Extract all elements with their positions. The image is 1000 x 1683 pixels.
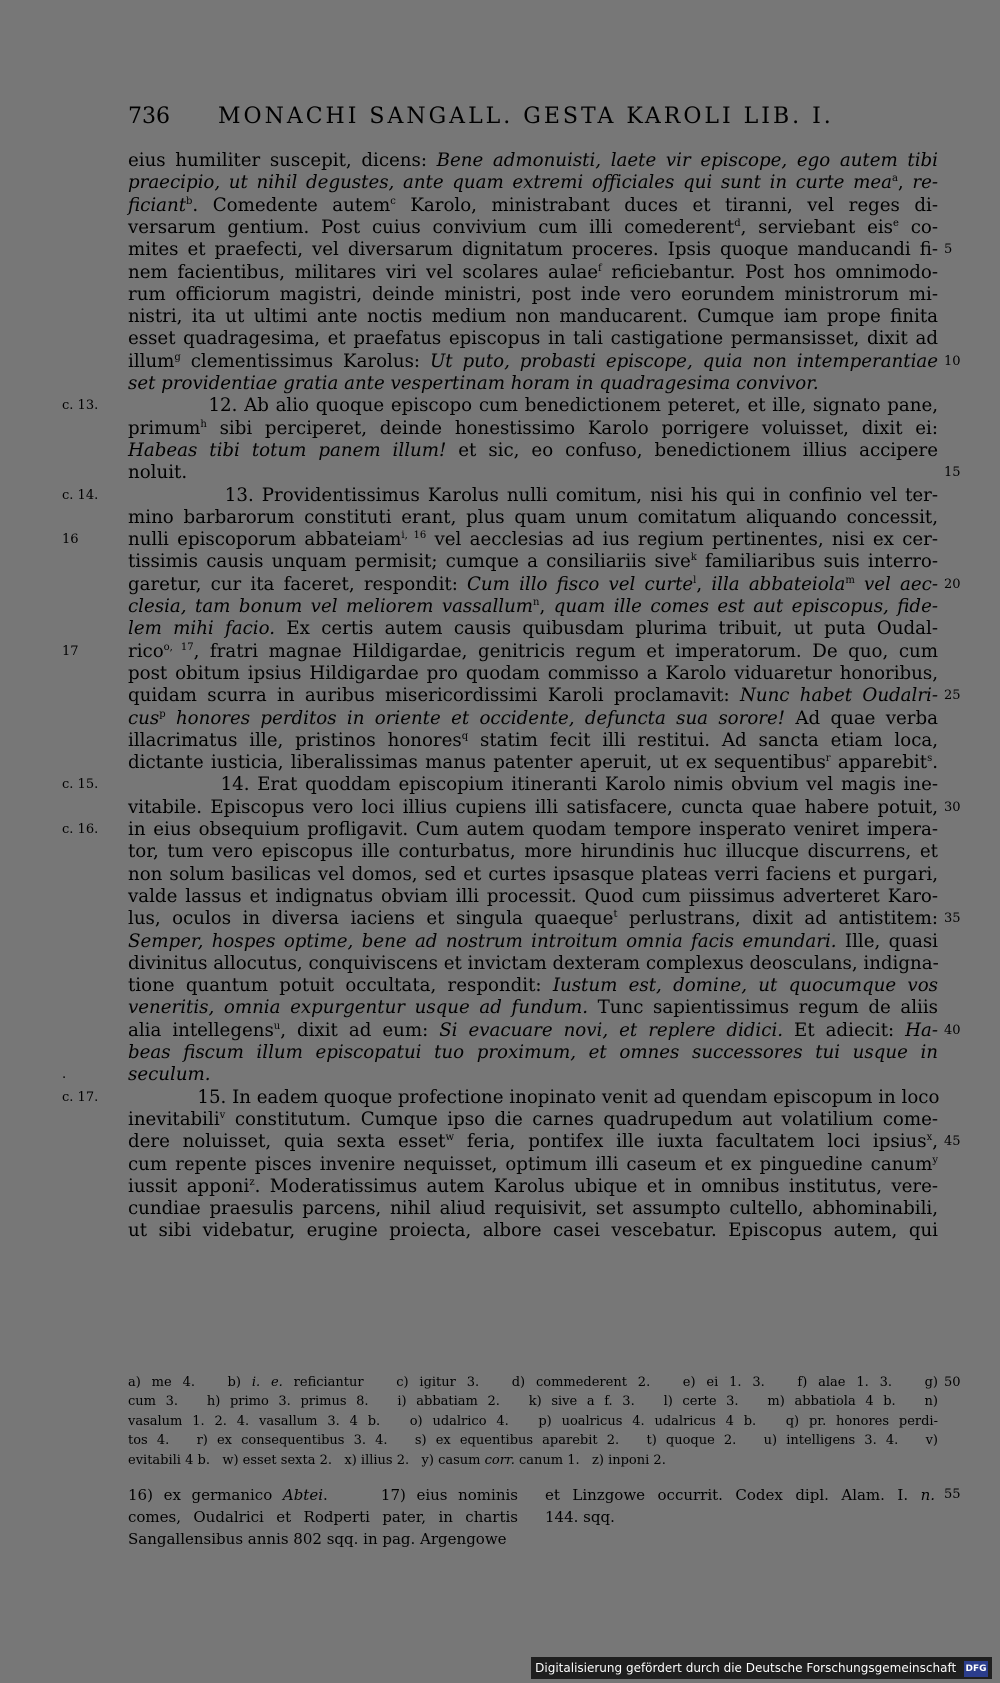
line-number: 30	[944, 799, 961, 815]
text-line: cum repente pisces invenire nequisset, optimum illi caseum et ex pinguedine canum$^y$	[128, 1153, 938, 1175]
page-header	[128, 104, 938, 138]
text-line: noluit.	[128, 462, 188, 484]
text-line: Habeas tibi totum panem illum! et sic, eo confuso, benedictionem illius accipere	[128, 439, 938, 461]
text-line: rum officiorum magistri, deinde ministri, post inde vero eorundem ministrorum mi-	[128, 283, 938, 305]
line-number: 20	[944, 576, 961, 592]
text-line: ficiant$^b$. Comedente autem$^c$ Karolo, ministrabant duces et tiranni, vel reges di-	[128, 194, 938, 216]
text-line: 12. Ab alio quoque episcopo cum benedictionem peteret, et ille, signato pane,	[128, 395, 938, 417]
text-line: mites et praefecti, vel diversarum dignitatum proceres. Ipsis quoque manducandi fi-	[128, 239, 938, 261]
page-number: 736	[128, 104, 170, 129]
text-line: ut sibi videbatur, erugine proiecta, albore casei vescebatur. Episcopus autem, qui	[128, 1220, 938, 1242]
chapter-margin-mark: c. 16.	[62, 822, 99, 837]
variant-note-line: evitabili 4 b. w) esset sexta 2. x) illius 2. y) casum corr. canum 1. z) inponi 2.	[128, 1452, 666, 1468]
historical-note-line: Sangallensibus annis 802 sqq. in pag. Argengowe	[128, 1530, 507, 1548]
text-line: valde lassus et indignatus obviam illi processit. Quod cum piissimus adverteret Karo-	[128, 885, 938, 907]
chapter-margin-mark: c. 15.	[62, 777, 99, 793]
text-line: nistri, ita ut ultimi ante noctis medium non manducarent. Cumque iam prope finita	[128, 306, 938, 328]
text-line: 15. In eadem quoque profectione inopinato venit ad quendam episcopum in loco	[128, 1086, 940, 1108]
line-number: 35	[944, 911, 961, 927]
variant-note-line: vasalum 1. 2. 4. vasallum 3. 4 b. o) udalrico 4. p) uoalricus 4. udalricus 4 b. q) pr. honores perdi-	[128, 1413, 938, 1429]
text-line: quidam scurra in auribus misericordissimi Karoli proclamavit: Nunc habet Oudalri-	[128, 685, 938, 707]
text-line: dere noluisset, quia sexta esset$^w$ feria, pontifex ille iuxta facultatem loci ipsius$^x$,	[128, 1131, 938, 1153]
line-number: 50	[944, 1375, 961, 1390]
line-number: 5	[944, 242, 953, 258]
text-line: rico$^{o, 17}$, fratri magnae Hildigardae, genitricis regum et imperatorum. De quo, cum	[128, 640, 938, 662]
line-number: 45	[944, 1134, 961, 1150]
text-line: tione quantum potuit occultata, respondit: Iustum est, domine, ut quocumque vos	[128, 975, 938, 997]
text-line: tor, tum vero episcopus ille conturbatus, more hirundinis huc illucque discurrens, et	[128, 841, 938, 863]
line-number: 55	[944, 1487, 961, 1502]
running-title: MONACHI SANGALL. GESTA KAROLI LIB. I.	[218, 104, 834, 129]
dfg-logo: DFG	[964, 1661, 988, 1677]
chapter-margin-mark: c. 13.	[62, 398, 99, 414]
text-line: nem facientibus, militares viri vel scolares aulae$^f$ reficiebantur. Post hos omnimodo-	[128, 261, 938, 283]
chapter-margin-mark: c. 14.	[62, 487, 99, 503]
text-line: 13. Providentissimus Karolus nulli comitum, nisi his qui in confinio vel ter-	[128, 484, 938, 506]
text-line: eius humiliter suscepit, dicens: Bene admonuisti, laete vir episcope, ego autem tibi	[128, 150, 938, 171]
text-line: set providentiae gratia ante vespertinam horam in quadragesima convivor.	[128, 373, 819, 394]
line-number: 25	[944, 688, 961, 704]
text-line: versarum gentium. Post cuius convivium cum illi comederent$^d$, serviebant eis$^e$ co-	[128, 216, 938, 238]
text-line: esset quadragesima, et praefatus episcopus in tali castigatione permansisset, dixit ad	[128, 328, 938, 350]
text-line: primum$^h$ sibi perciperet, deinde honestissimo Karolo porrigere voluisset, dixit ei:	[128, 417, 938, 439]
variant-note-line: a) me 4. b) i. e. reficiantur c) igitur 3. d) commederent 2. e) ei 1. 3. f) alae 1. 3. g)	[128, 1375, 938, 1390]
chapter-margin-mark: c. 17.	[62, 1089, 99, 1105]
chapter-margin-mark: .	[62, 1067, 67, 1083]
text-line: seculum.	[128, 1064, 211, 1086]
variant-note-line: cum 3. h) primo 3. primus 8. i) abbatiam 2. k) sive a f. 3. l) certe 3. m) abbatiola 4 b. n)	[128, 1394, 938, 1410]
text-line: clesia, tam bonum vel meliorem vassallum$^n$, quam ille comes est aut episcopus, fide-	[128, 596, 938, 617]
historical-note-line: comes, Oudalrici et Rodperti pater, in chartis	[128, 1508, 518, 1526]
variant-note-line: tos 4. r) ex consequentibus 3. 4. s) ex equentibus aparebit 2. t) quoque 2. u) intelligens 3. 4. v)	[128, 1433, 938, 1449]
text-line: cus$^p$ honores perditos in oriente et occidente, defuncta sua sorore! Ad quae verba	[128, 707, 938, 729]
text-line: nulli episcoporum abbateiam$^{i, 16}$ vel aecclesias ad ius regium pertinentes, nisi ex cer-	[128, 529, 939, 551]
historical-note-line: 16) ex germanico Abtei. 17) eius nominis	[128, 1486, 518, 1504]
text-line: Semper, hospes optime, bene ad nostrum introitum omnia facis emundari. Ille, quasi	[128, 930, 939, 952]
text-line: iussit apponi$^z$. Moderatissimus autem Karolus ubique et in omnibus institutus, vere-	[128, 1175, 938, 1197]
line-number: 15	[944, 465, 961, 481]
historical-note-line: 144. sqq.	[545, 1508, 615, 1526]
text-line: praecipio, ut nihil degustes, ante quam extremi officiales qui sunt in curte mea$^a$, re-	[128, 172, 938, 194]
text-line: tissimis causis unquam permisit; cumque a consiliariis sive$^k$ familiaribus suis interro-	[128, 551, 938, 573]
text-line: divinitus allocutus, conquiviscens et invictam dexteram complexus deosculans, indigna-	[128, 952, 939, 974]
text-line: garetur, cur ita faceret, respondit: Cum illo fisco vel curte$^l$, illa abbateiola$^m$ vel aec-	[128, 573, 938, 595]
text-line: mino barbarorum constituti erant, plus quam unum comitatum aliquando concessit,	[128, 506, 938, 528]
chapter-margin-mark: 16	[62, 532, 79, 548]
text-line: illum$^g$ clementissimus Karolus: Ut puto, probasti episcope, quia non intemperantiae	[128, 350, 938, 372]
text-line: dictante iusticia, liberalissimas manus patenter aperuit, ut ex sequentibus$^r$ apparebit$^s$.	[128, 752, 938, 774]
line-number: 10	[944, 353, 961, 369]
text-line: lus, oculos in diversa iaciens et singula quaeque$^t$ perlustrans, dixit ad antistitem:	[128, 908, 938, 930]
text-line: alia intellegens$^u$, dixit ad eum: Si evacuare novi, et replere didici. Et adiecit: Ha-	[128, 1019, 939, 1041]
text-line: inevitabili$^v$ constitutum. Cumque ipso die carnes quadrupedum aut volatilium come-	[128, 1108, 938, 1130]
text-line: veneritis, omnia expurgentur usque ad fundum. Tunc sapientissimus regum de aliis	[128, 997, 939, 1019]
text-line: lem mihi facio. Ex certis autem causis quibusdam plurima tribuit, ut puta Oudal-	[128, 618, 938, 640]
text-line: illacrimatus ille, pristinos honores$^q$ statim fecit illi restitui. Ad sancta etiam loca,	[128, 729, 938, 751]
chapter-margin-mark: 17	[62, 643, 79, 659]
text-line: non solum basilicas vel domos, sed et curtes ipsasque plateas verri faciens et purgari,	[128, 863, 938, 885]
text-line: beas fiscum illum episcopatui tuo proximum, et omnes successores tui usque in	[128, 1042, 938, 1063]
line-number: 40	[944, 1022, 961, 1038]
historical-note-line: et Linzgowe occurrit. Codex dipl. Alam. I. n.	[545, 1486, 935, 1504]
text-line: vitabile. Episcopus vero loci illius cupiens illi satisfacere, cuncta quae habere potuit,	[128, 796, 938, 818]
text-line: in eius obsequium profligavit. Cum autem quodam tempore insperato veniret impera-	[128, 819, 938, 840]
digitization-credit	[531, 1657, 992, 1679]
credit-text: Digitalisierung gefördert durch die Deutsche Forschungsgemeinschaft	[535, 1661, 957, 1675]
text-line: 14. Erat quoddam episcopium itineranti Karolo nimis obvium vel magis ine-	[128, 774, 938, 796]
text-line: post obitum ipsius Hildigardae pro quodam commisso a Karolo viduaretur honoribus,	[128, 662, 938, 684]
text-line: cundiae praesulis parcens, nihil aliud requisivit, set assumpto cultello, abhominabili,	[128, 1198, 938, 1220]
